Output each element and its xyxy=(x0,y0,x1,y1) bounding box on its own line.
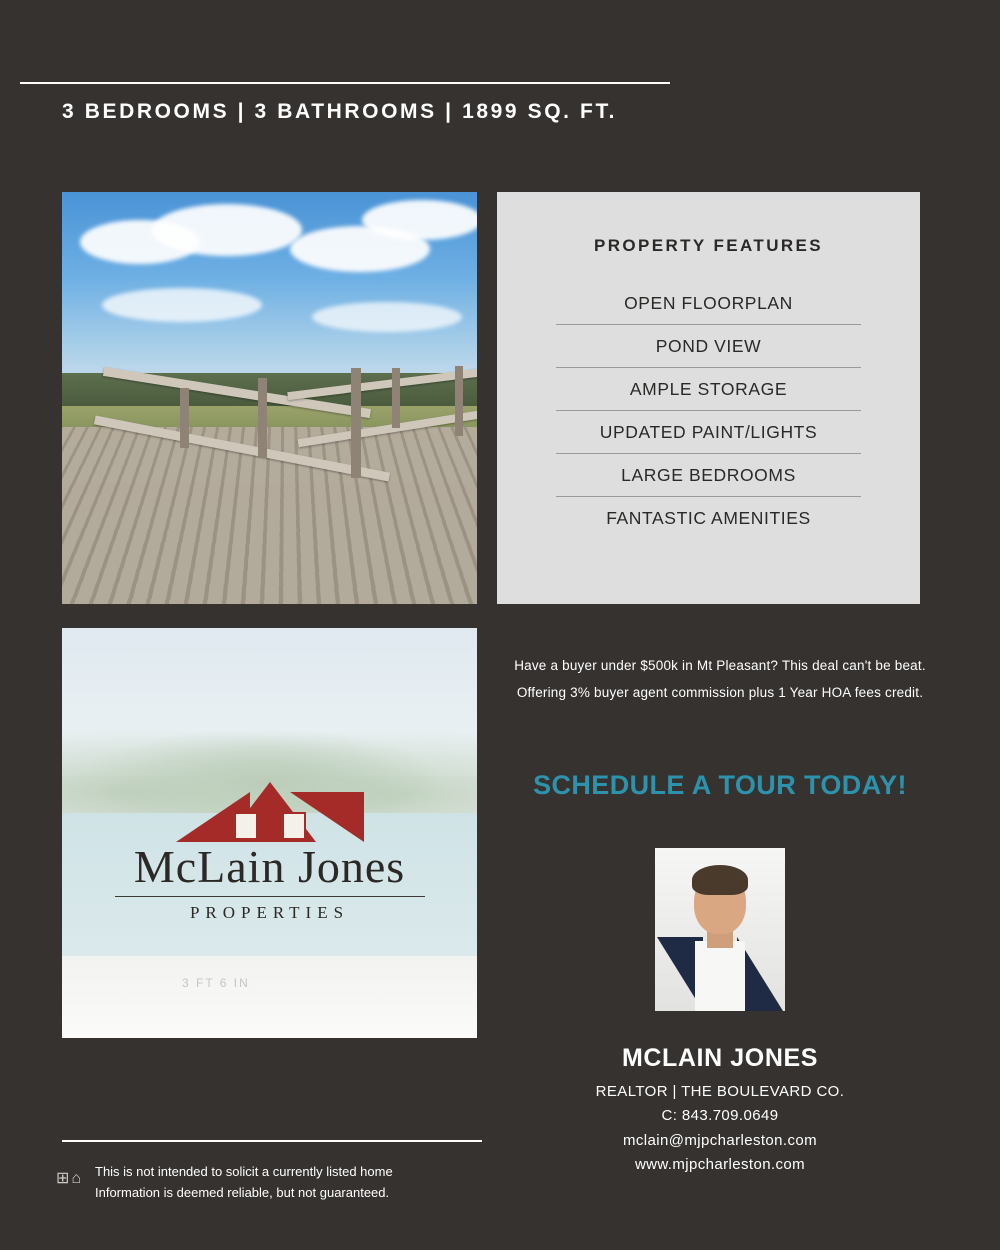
promo-line-1: Have a buyer under $500k in Mt Pleasant? This deal can't be beat. xyxy=(514,658,926,673)
photo-post xyxy=(180,388,189,448)
disclaimer-line-2: Information is deemed reliable, but not guaranteed. xyxy=(95,1184,390,1200)
property-photo-dock xyxy=(62,192,477,604)
features-list xyxy=(556,282,861,539)
property-photo-pool xyxy=(62,628,477,1038)
logo-tagline: PROPERTIES xyxy=(189,903,350,922)
agent-website[interactable]: www.mjpcharleston.com xyxy=(634,1155,806,1173)
hair-shape xyxy=(692,865,748,895)
page-title: 3 BEDROOMS | 3 BATHROOMS | 1899 SQ. FT. xyxy=(62,100,618,123)
footer-divider xyxy=(62,1140,482,1142)
feature-item: FANTASTIC AMENITIES xyxy=(606,508,811,528)
feature-item: OPEN FLOORPLAN xyxy=(556,282,861,325)
agent-name: MCLAIN JONES xyxy=(621,1044,819,1072)
pool-deck xyxy=(62,956,477,1038)
feature-item: UPDATED PAINT/LIGHTS xyxy=(556,411,861,454)
disclaimer-line-1: This is not intended to solicit a currently listed home xyxy=(95,1164,393,1179)
photo-post xyxy=(455,366,463,436)
agent-email[interactable]: mclain@mjpcharleston.com xyxy=(622,1131,818,1149)
cloud-shape xyxy=(102,288,262,322)
cloud-shape xyxy=(152,204,302,256)
equal-housing-icon: ⊞⌂ xyxy=(56,1170,84,1187)
schedule-tour-cta[interactable]: SCHEDULE A TOUR TODAY! xyxy=(533,770,907,800)
promo-text xyxy=(500,652,940,706)
photo-post xyxy=(258,378,267,458)
promo-line-2: Offering 3% buyer agent commission plus 1 Year HOA fees credit. xyxy=(516,685,924,700)
logo-divider xyxy=(115,896,425,897)
property-features-panel xyxy=(497,192,920,604)
company-logo xyxy=(62,780,477,923)
photo-post xyxy=(351,368,361,478)
footer-disclaimer xyxy=(95,1162,475,1204)
features-title: PROPERTY FEATURES xyxy=(593,236,824,255)
agent-headshot xyxy=(655,848,785,1011)
photo-post xyxy=(392,368,400,428)
logo-wordmark: McLain Jones xyxy=(133,841,406,892)
header-divider xyxy=(20,82,670,84)
feature-item: POND VIEW xyxy=(556,325,861,368)
agent-contact xyxy=(500,1080,940,1177)
feature-item: AMPLE STORAGE xyxy=(556,368,861,411)
feature-item: LARGE BEDROOMS xyxy=(556,454,861,497)
shirt-shape xyxy=(695,941,745,1011)
window-icon xyxy=(282,812,306,840)
agent-title: REALTOR | THE BOULEVARD CO. xyxy=(595,1083,845,1100)
house-roof-icon xyxy=(170,780,370,842)
cloud-shape xyxy=(362,200,477,240)
agent-phone[interactable]: C: 843.709.0649 xyxy=(661,1107,779,1125)
cloud-shape xyxy=(312,302,462,332)
window-icon xyxy=(234,812,258,840)
pool-depth-label: 3 FT 6 IN xyxy=(182,976,250,990)
